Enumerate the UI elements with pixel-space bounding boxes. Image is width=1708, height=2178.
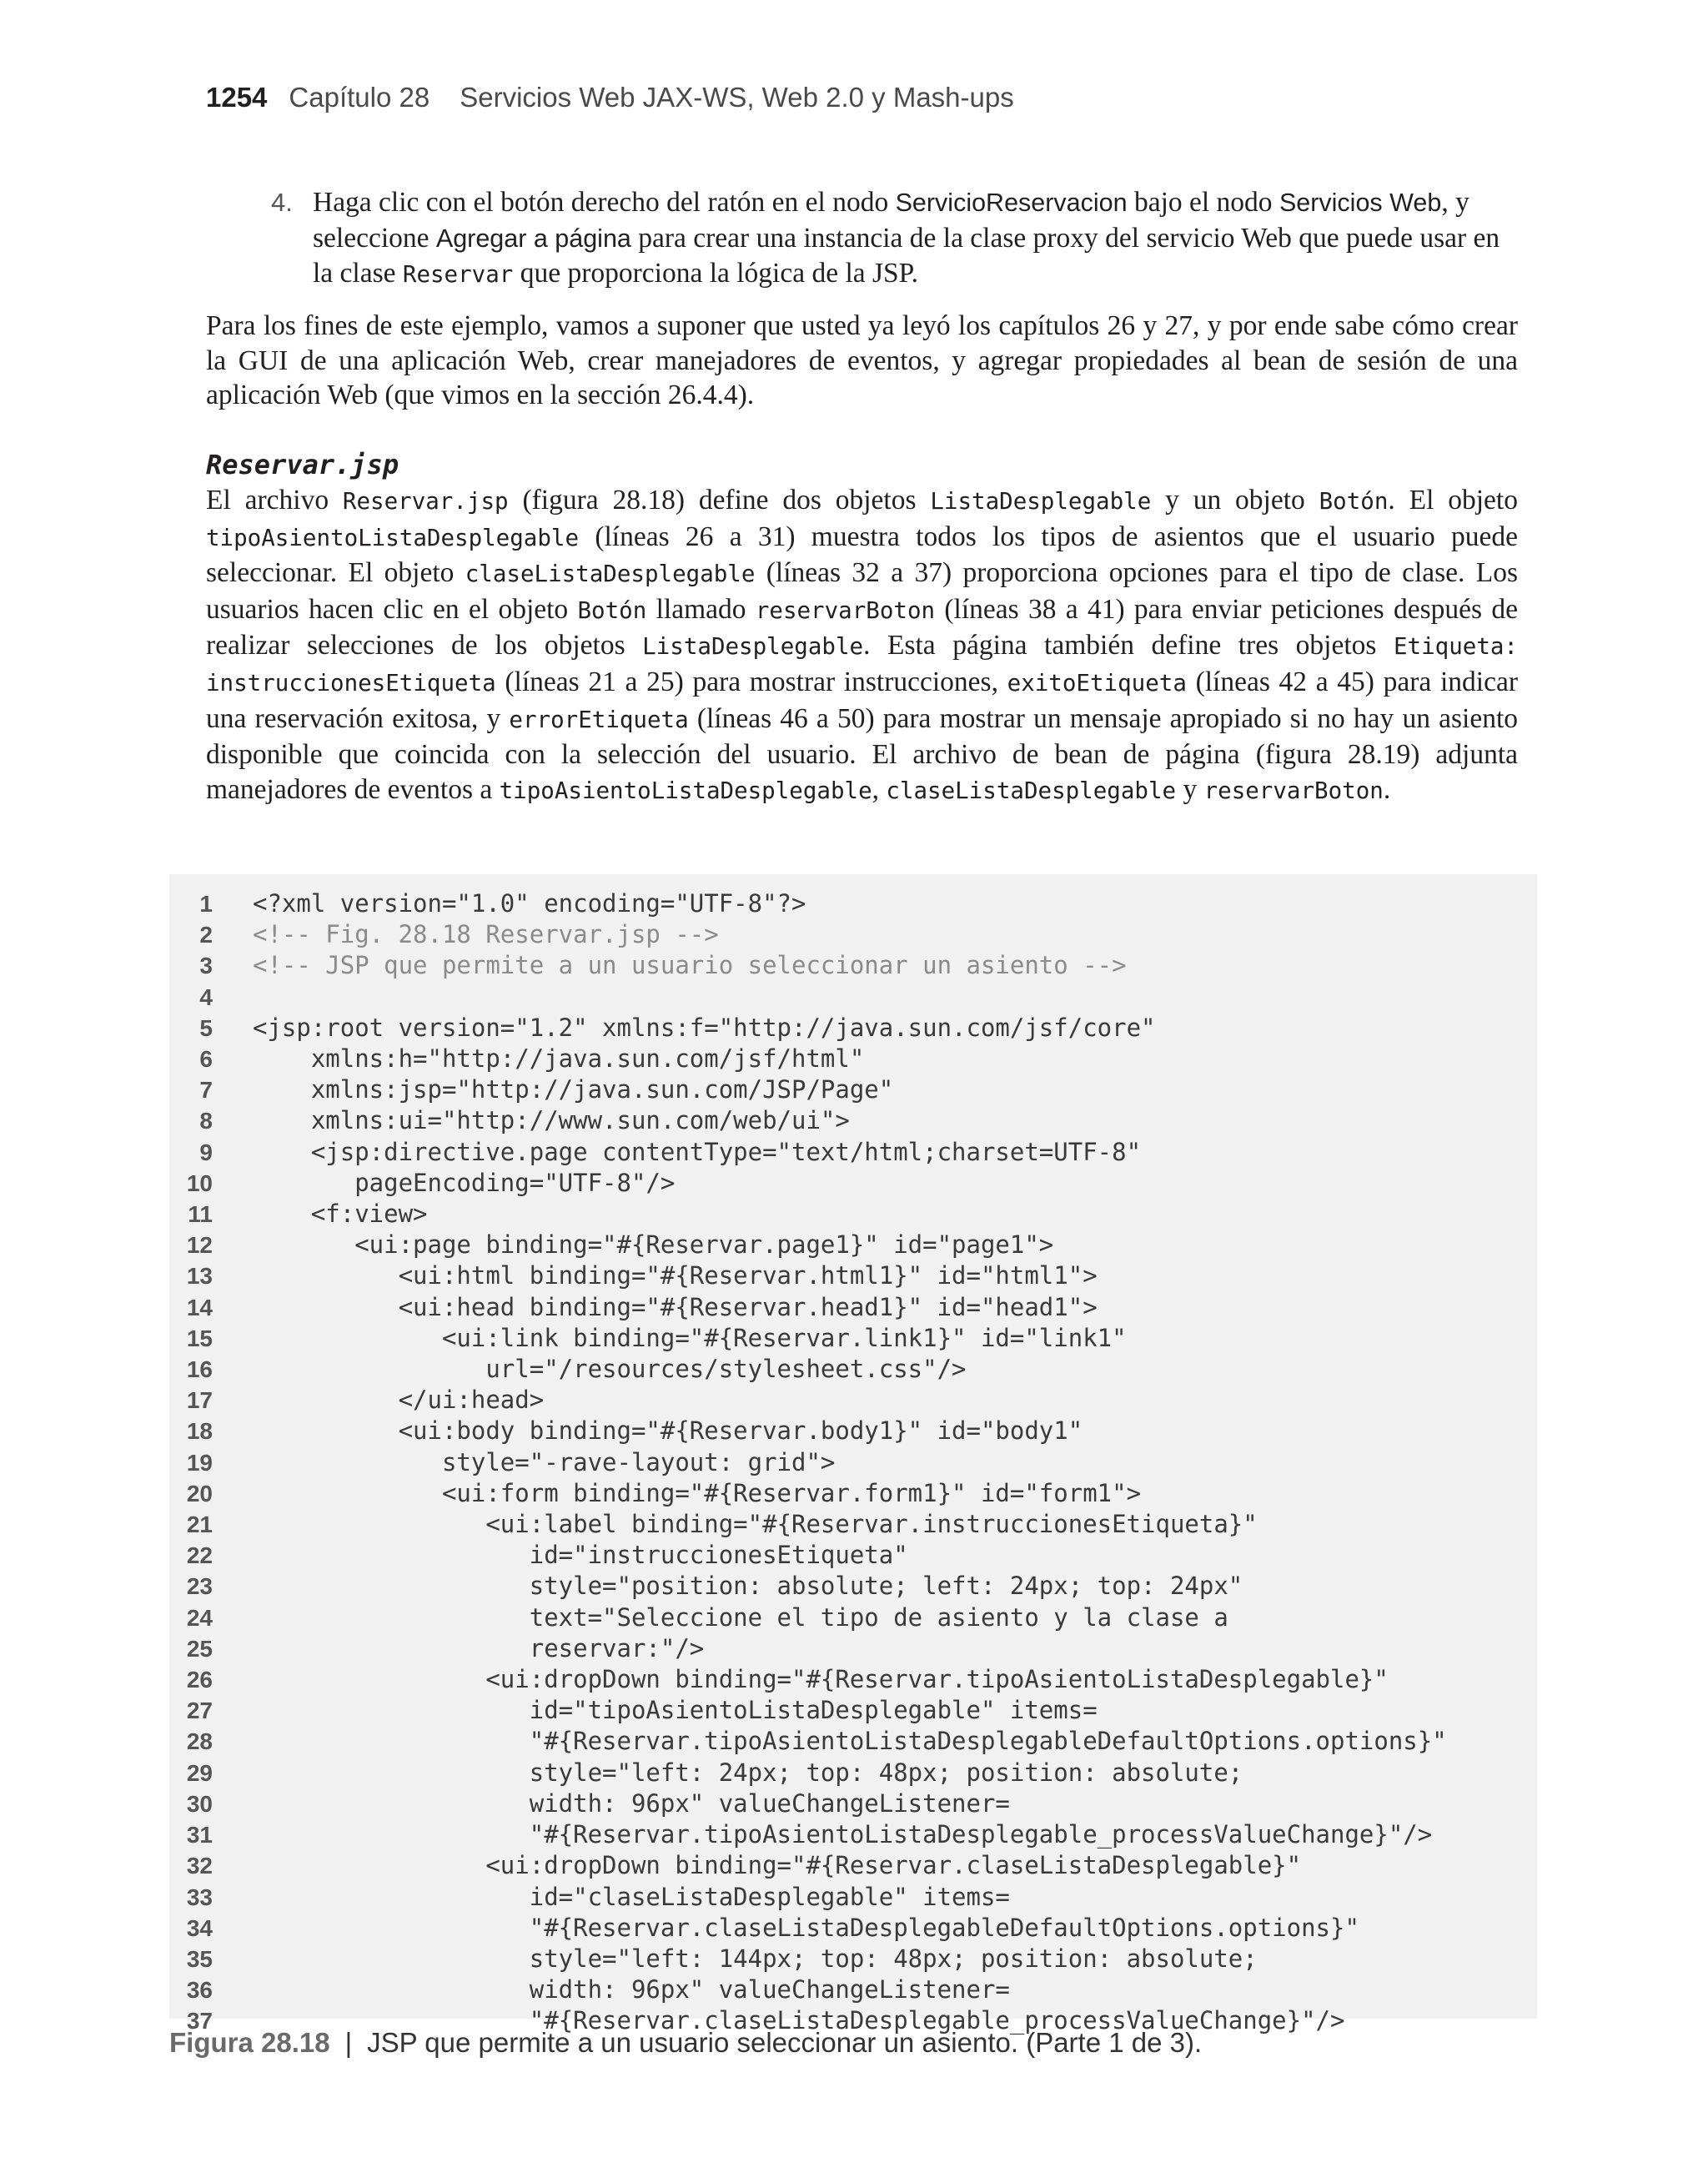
step-text [313, 185, 1518, 293]
code-line [169, 1260, 1447, 1291]
code-term: Botón [1319, 488, 1389, 515]
code-text: </ui:head> [253, 1386, 545, 1415]
line-number: 21 [186, 1512, 213, 1538]
line-number: 4 [199, 983, 213, 1010]
line-number: 13 [186, 1263, 213, 1290]
code-line [169, 1323, 1447, 1354]
code-term: Reservar.jsp [342, 488, 509, 515]
text-run: (figura 28.18) define dos objetos [508, 485, 931, 516]
code-term: claseListaDesplegable [886, 777, 1177, 804]
section-heading: Reservar.jsp [206, 449, 399, 480]
code-line [169, 1664, 1447, 1695]
code-line [169, 1509, 1447, 1540]
numbered-step [271, 185, 1518, 293]
line-number: 23 [186, 1573, 213, 1600]
code-text: <ui:dropDown binding="#{Reservar.claseListaDesplegable}" [253, 1851, 1302, 1880]
code-term: claseListaDesplegable [465, 561, 756, 588]
code-text: "#{Reservar.claseListaDesplegableDefaultOptions.options}" [253, 1913, 1359, 1942]
intro-paragraph: Para los fines de este ejemplo, vamos a suponer que usted ya leyó los capítulos 26 y 27, y por ende sabe cómo crear la GUI de una aplicación Web, crear manejadores de eventos, y agregar propiedades al bean de sesión de una aplicación Web (que vimos en la sección 26.4.4). [206, 310, 1518, 411]
code-line [169, 1168, 1447, 1199]
code-text: <ui:page binding="#{Reservar.page1}" id="page1"> [253, 1230, 1054, 1260]
code-text: text="Seleccione el tipo de asiento y la clase a [253, 1602, 1228, 1632]
text-run: , [872, 773, 887, 805]
code-text: xmlns:ui="http://www.sun.com/web/ui"> [253, 1106, 850, 1135]
code-term: Etiqueta: instruccionesEtiqueta [206, 633, 1518, 697]
code-line [169, 1540, 1447, 1571]
code-line [169, 982, 1447, 1013]
code-term: ListaDesplegable [930, 488, 1152, 515]
text-run: El archivo [206, 485, 343, 516]
line-number: 12 [186, 1232, 213, 1259]
code-line [169, 1292, 1447, 1323]
code-line [169, 1695, 1447, 1726]
code-text: <ui:label binding="#{Reservar.instruccionesEtiqueta}" [253, 1510, 1258, 1539]
code-text: <ui:link binding="#{Reservar.link1}" id="link1" [253, 1323, 1127, 1352]
code-line [169, 1074, 1447, 1105]
menu-item-name: Agregar a página [435, 224, 631, 253]
text-run: (líneas 42 a 45) para indicar una reservación exitosa, y [206, 666, 1518, 734]
code-line [169, 919, 1447, 950]
line-number: 1 [199, 891, 213, 917]
line-number: 25 [186, 1635, 213, 1662]
code-term: exitoEtiqueta [1007, 669, 1187, 697]
line-number: 19 [186, 1449, 213, 1476]
code-text: url="/resources/stylesheet.css"/> [253, 1355, 967, 1384]
text-run: (líneas 38 a 41) para enviar peticiones después de realizar selecciones de los objetos [206, 593, 1518, 661]
code-line [169, 1416, 1447, 1446]
text-run: . [1383, 773, 1391, 805]
chapter-label: Capítulo 28 [289, 82, 430, 113]
code-text: style="left: 24px; top: 48px; position: absolute; [253, 1758, 1243, 1787]
line-number: 5 [199, 1014, 213, 1041]
code-line [169, 950, 1447, 981]
line-number: 37 [186, 2008, 213, 2035]
code-term: reservarBoton [1203, 777, 1384, 804]
text-run: bajo el nodo [1127, 187, 1279, 218]
line-number: 33 [186, 1884, 213, 1910]
line-number: 2 [199, 922, 213, 948]
code-line [169, 1974, 1447, 2005]
line-number: 18 [186, 1418, 213, 1445]
code-line [169, 1571, 1447, 1602]
code-line [169, 1013, 1447, 1044]
line-number: 32 [186, 1853, 213, 1879]
code-text: <?xml version="1.0" encoding="UTF-8"?> [253, 889, 806, 918]
code-text: <ui:dropDown binding="#{Reservar.tipoAsientoListaDesplegable}" [253, 1665, 1389, 1694]
code-text: xmlns:h="http://java.sun.com/jsf/html" [253, 1044, 865, 1074]
code-line [169, 1044, 1447, 1074]
line-number: 22 [186, 1542, 213, 1569]
line-number: 35 [186, 1945, 213, 1972]
code-text: reservar:"/> [253, 1633, 705, 1662]
code-term: Botón [577, 596, 647, 624]
code-text: "#{Reservar.tipoAsientoListaDesplegableDefaultOptions.options}" [253, 1727, 1447, 1756]
code-text: id="tipoAsientoListaDesplegable" items= [253, 1696, 1098, 1725]
code-text: <ui:body binding="#{Reservar.body1}" id="body1" [253, 1416, 1083, 1446]
text-run: (líneas 46 a 50) para mostrar un mensaje apropiado si no hay un asiento disponible que coincida con la selección del usuario. El archivo de bean de página (figura 28.19) adjunta manejadores de eventos a [206, 702, 1519, 805]
code-text: "#{Reservar.tipoAsientoListaDesplegable_processValueChange}"/> [253, 1820, 1433, 1849]
line-number: 31 [186, 1822, 213, 1849]
code-line [169, 1819, 1447, 1850]
code-term: reservarBoton [755, 596, 936, 624]
caption-separator: | [344, 2027, 353, 2058]
code-line [169, 1137, 1447, 1168]
code-listing [169, 874, 1537, 2035]
line-number: 16 [186, 1356, 213, 1383]
code-text: xmlns:jsp="http://java.sun.com/JSP/Page" [253, 1075, 894, 1104]
code-line [169, 1633, 1447, 1664]
step-number: 4. [271, 188, 293, 217]
line-number: 27 [186, 1698, 213, 1724]
code-text: <!-- Fig. 28.18 Reservar.jsp --> [253, 920, 719, 949]
line-number: 34 [186, 1914, 213, 1941]
code-text: "#{Reservar.claseListaDesplegable_processValueChange}"/> [253, 2006, 1345, 2035]
line-number: 15 [186, 1325, 213, 1351]
code-line [169, 1354, 1447, 1385]
code-line [169, 1944, 1447, 1974]
code-text: <ui:html binding="#{Reservar.html1}" id="html1"> [253, 1261, 1098, 1290]
text-run: para crear una instancia de la clase proxy del servicio Web que puede usar en la clase [313, 222, 1500, 289]
code-text: style="left: 144px; top: 48px; position: absolute; [253, 1944, 1258, 1973]
code-line [169, 1758, 1447, 1788]
description-paragraph [206, 483, 1518, 808]
line-number: 14 [186, 1294, 213, 1320]
text-run: , y seleccione [313, 187, 1469, 254]
text-run: que proporciona la lógica de la JSP. [513, 258, 918, 289]
code-line [169, 1913, 1447, 1944]
code-line [169, 888, 1447, 919]
text-run: (líneas 26 a 31) muestra todos los tipos de asientos que el usuario puede seleccionar. El objeto [206, 521, 1518, 589]
code-line [169, 1105, 1447, 1136]
code-text: width: 96px" valueChangeListener= [253, 1788, 1010, 1818]
code-term: errorEtiqueta [509, 706, 689, 733]
code-text: <!-- JSP que permite a un usuario seleccionar un asiento --> [253, 951, 1127, 980]
code-line [169, 1726, 1447, 1757]
line-number: 6 [199, 1046, 213, 1073]
code-text: <ui:form binding="#{Reservar.form1}" id="form1"> [253, 1478, 1142, 1507]
node-name: Servicios Web [1278, 189, 1442, 217]
code-text: <ui:head binding="#{Reservar.head1}" id="head1"> [253, 1292, 1098, 1321]
chapter-title: Servicios Web JAX-WS, Web 2.0 y Mash-ups [460, 82, 1014, 113]
code-text: style="position: absolute; left: 24px; top: 24px" [253, 1572, 1243, 1601]
code-line [169, 1199, 1447, 1230]
running-header [206, 82, 1014, 113]
code-line [169, 1478, 1447, 1509]
code-term: tipoAsientoListaDesplegable [206, 524, 580, 551]
line-number: 11 [188, 1201, 213, 1228]
line-number: 3 [199, 953, 213, 979]
text-run: llamado [646, 593, 756, 625]
code-line [169, 1850, 1447, 1881]
text-run: (líneas 21 a 25) para mostrar instrucciones, [495, 666, 1007, 697]
code-term: ListaDesplegable [642, 633, 864, 661]
code-line [169, 1447, 1447, 1478]
line-number: 28 [186, 1728, 213, 1755]
line-number: 10 [186, 1169, 213, 1196]
line-number: 29 [186, 1759, 213, 1786]
code-line [169, 1385, 1447, 1416]
code-text: style="-rave-layout: grid"> [253, 1447, 836, 1476]
line-number: 24 [186, 1604, 213, 1631]
text-run: y un objeto [1151, 485, 1319, 516]
line-number: 9 [199, 1139, 213, 1165]
page-number: 1254 [206, 82, 268, 113]
text-run: . El objeto [1388, 485, 1518, 516]
code-line [169, 1230, 1447, 1260]
figure-label: Figura 28.18 [169, 2027, 330, 2058]
text-run: y [1176, 773, 1204, 805]
code-text: <f:view> [253, 1200, 428, 1229]
code-lines [169, 888, 1447, 2037]
line-number: 26 [186, 1667, 213, 1693]
caption-text: JSP que permite a un usuario seleccionar un asiento. (Parte 1 de 3). [367, 2027, 1203, 2058]
code-term: tipoAsientoListaDesplegable [499, 777, 872, 804]
line-number: 20 [186, 1480, 213, 1506]
figure-caption [169, 2027, 1202, 2059]
code-term: Reservar [402, 261, 514, 288]
code-line [169, 1602, 1447, 1633]
line-number: 30 [186, 1790, 213, 1817]
code-line [169, 1882, 1447, 1913]
code-text: <jsp:directive.page contentType="text/html;charset=UTF-8" [253, 1137, 1142, 1166]
line-number: 36 [186, 1977, 213, 2004]
text-run: (líneas 32 a 37) proporciona opciones para el tipo de clase. Los usuarios hacen clic en el objeto [206, 557, 1518, 625]
code-text: width: 96px" valueChangeListener= [253, 1975, 1010, 2004]
code-line [169, 1788, 1447, 1819]
code-text: id="claseListaDesplegable" items= [253, 1882, 1010, 1911]
line-number: 7 [199, 1077, 213, 1104]
code-text: id="instruccionesEtiqueta" [253, 1541, 908, 1570]
code-text: pageEncoding="UTF-8"/> [253, 1168, 676, 1197]
line-number: 8 [199, 1108, 213, 1134]
node-name: ServicioReservacion [895, 189, 1128, 217]
text-run: . Esta página también define tres objetos [863, 630, 1394, 661]
text-run: Haga clic con el botón derecho del ratón en el nodo [313, 187, 896, 218]
code-text: <jsp:root version="1.2" xmlns:f="http://java.sun.com/jsf/core" [253, 1013, 1156, 1042]
line-number: 17 [186, 1387, 213, 1414]
